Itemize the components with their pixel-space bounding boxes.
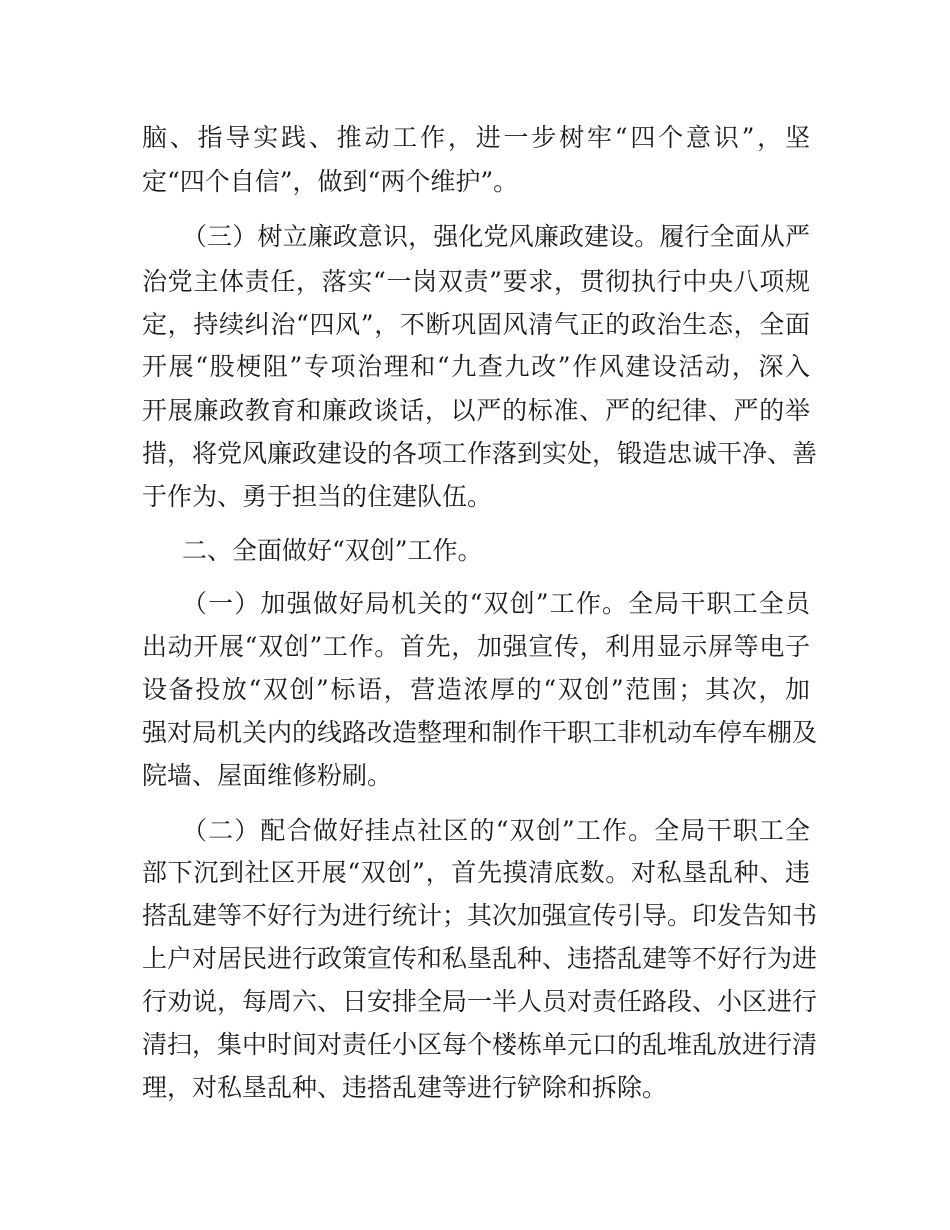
text-line: 清扫，集中时间对责任小区每个楼栋单元口的乱堆乱放进行清 [142, 1030, 818, 1059]
text-line: 脑、指导实践、推动工作，进一步树牢“四个意识”，坚 [142, 123, 810, 152]
text-line: 出动开展“双创”工作。首先，加强宣传，利用显示屏等电子 [142, 632, 810, 661]
section-heading: 二、全面做好“双创”工作。 [182, 536, 483, 565]
text-line: 院墙、屋面维修粉刷。 [142, 761, 393, 790]
text-line: 设备投放“双创”标语，营造浓厚的“双创”范围；其次，加 [142, 675, 810, 704]
text-line: 理，对私垦乱种、违搭乱建等进行铲除和拆除。 [142, 1073, 668, 1102]
paragraph-heading-line: （一）加强做好局机关的“双创”工作。全局干职工全员 [182, 589, 810, 618]
text-line: 治党主体责任，落实“一岗双责”要求，贯彻执行中央八项规 [142, 267, 810, 296]
text-line: 行劝说，每周六、日安排全局一半人员对责任路段、小区进行 [142, 987, 818, 1016]
text-line: 开展廉政教育和廉政谈话，以严的标准、严的纪律、严的举 [142, 396, 810, 425]
text-line: 搭乱建等不好行为进行统计；其次加强宣传引导。印发告知书 [142, 901, 818, 930]
text-line: 定“四个自信”，做到“两个维护”。 [142, 167, 519, 196]
paragraph-heading-line: （二）配合做好挂点社区的“双创”工作。全局干职工全 [182, 816, 810, 845]
text-line: 强对局机关内的线路改造整理和制作干职工非机动车停车棚及 [142, 718, 818, 747]
text-line: 于作为、勇于担当的住建队伍。 [142, 482, 493, 511]
text-line: 上户对居民进行政策宣传和私垦乱种、违搭乱建等不好行为进 [142, 944, 818, 973]
text-line: 部下沉到社区开展“双创”，首先摸清底数。对私垦乱种、违 [142, 858, 810, 887]
text-line: 措，将党风廉政建设的各项工作落到实处，锻造忠诚干净、善 [142, 439, 818, 468]
text-line: 定，持续纠治“四风”，不断巩固风清气正的政治生态，全面 [142, 310, 810, 339]
paragraph-heading-line: （三）树立廉政意识，强化党风廉政建设。履行全面从严 [182, 222, 810, 251]
text-line: 开展“股梗阻”专项治理和“九查九改”作风建设活动，深入 [142, 352, 810, 381]
